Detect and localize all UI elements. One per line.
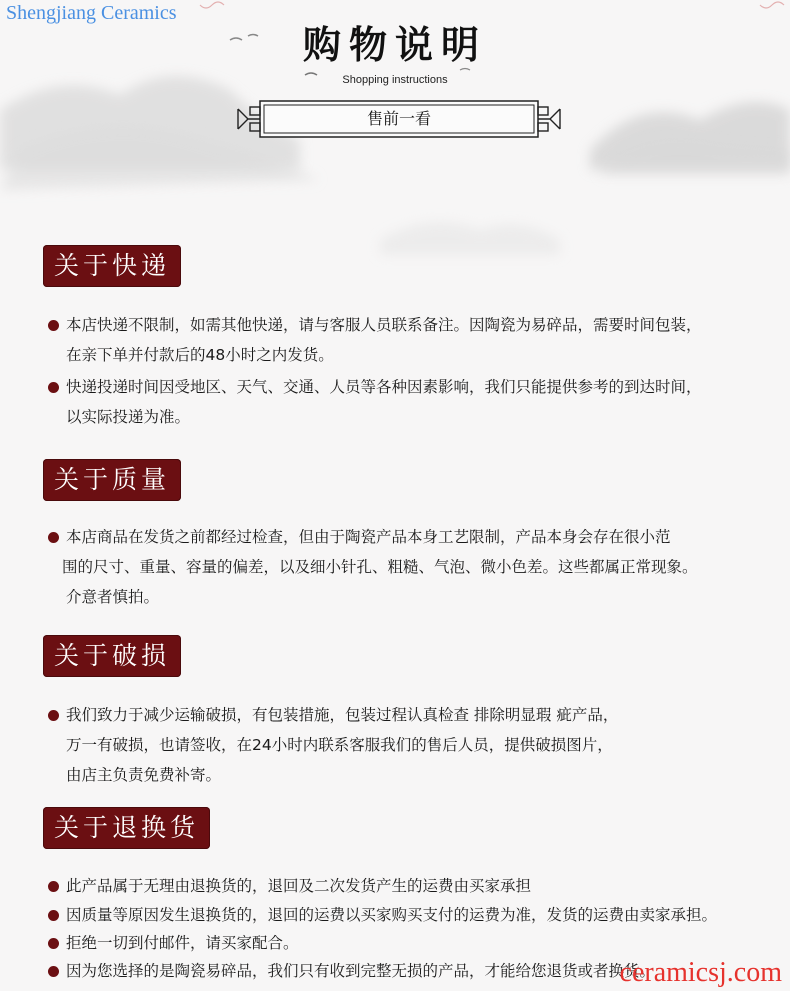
item-text: 本店快递不限制，如需其他快递，请与客服人员联系备注。因陶瓷为易碎品，需要时间包装， xyxy=(66,316,702,334)
item-text: 本店商品在发货之前都经过检查，但由于陶瓷产品本身工艺限制，产品本身会存在很小范 xyxy=(66,528,671,546)
brand-logo-text: Shengjiang Ceramics xyxy=(6,2,177,24)
item-text: 因质量等原因发生退换货的，退回的运费以买家购买支付的运费为准，发货的运费由卖家承担。 xyxy=(66,906,718,924)
banner-label: 售前一看 xyxy=(366,109,431,128)
bullet-icon xyxy=(48,881,59,892)
item-text-continued: 介意者慎拍。 xyxy=(66,588,160,606)
page-title: 购物说明 xyxy=(302,22,487,67)
watermark-text: ceramicsj.com xyxy=(619,957,782,988)
item-text: 快递投递时间因受地区、天气、交通、人员等各种因素影响，我们只能提供参考的到达时间， xyxy=(66,378,702,396)
item-text-continued: 以实际投递为准。 xyxy=(66,408,191,426)
item-text: 此产品属于无理由退换货的，退回及二次发货产生的运费由买家承担 xyxy=(66,877,532,895)
item-text: 拒绝一切到付邮件，请买家配合。 xyxy=(66,934,299,952)
section-tag-returns: 关于退换货 xyxy=(43,807,210,849)
item-text-continued: 在亲下单并付款后的48小时之内发货。 xyxy=(66,346,334,364)
bullet-icon xyxy=(48,320,59,331)
bullet-icon xyxy=(48,966,59,977)
bullet-icon xyxy=(48,382,59,393)
item-text: 因为您选择的是陶瓷易碎品，我们只有收到完整无损的产品，才能给您退货或者换货。 xyxy=(66,962,656,980)
item-text: 我们致力于减少运输破损，有包装措施，包装过程认真检查 排除明显瑕 疵产品， xyxy=(66,706,619,724)
item-text-continued: 万一有破损，也请签收，在24小时内联系客服我们的售后人员，提供破损图片， xyxy=(66,736,613,754)
bullet-icon xyxy=(48,938,59,949)
bullet-icon xyxy=(48,532,59,543)
section-tag-damage: 关于破损 xyxy=(43,635,181,677)
bullet-icon xyxy=(48,910,59,921)
page-subtitle: Shopping instructions xyxy=(342,74,448,86)
item-text-continued: 由店主负责免费补寄。 xyxy=(66,766,222,784)
section-tag-quality: 关于质量 xyxy=(43,459,181,501)
item-text-continued: 围的尺寸、重量、容量的偏差，以及细小针孔、粗糙、气泡、微小色差。这些都属正常现象。 xyxy=(62,558,698,576)
bullet-icon xyxy=(48,710,59,721)
section-tag-shipping: 关于快递 xyxy=(43,245,181,287)
